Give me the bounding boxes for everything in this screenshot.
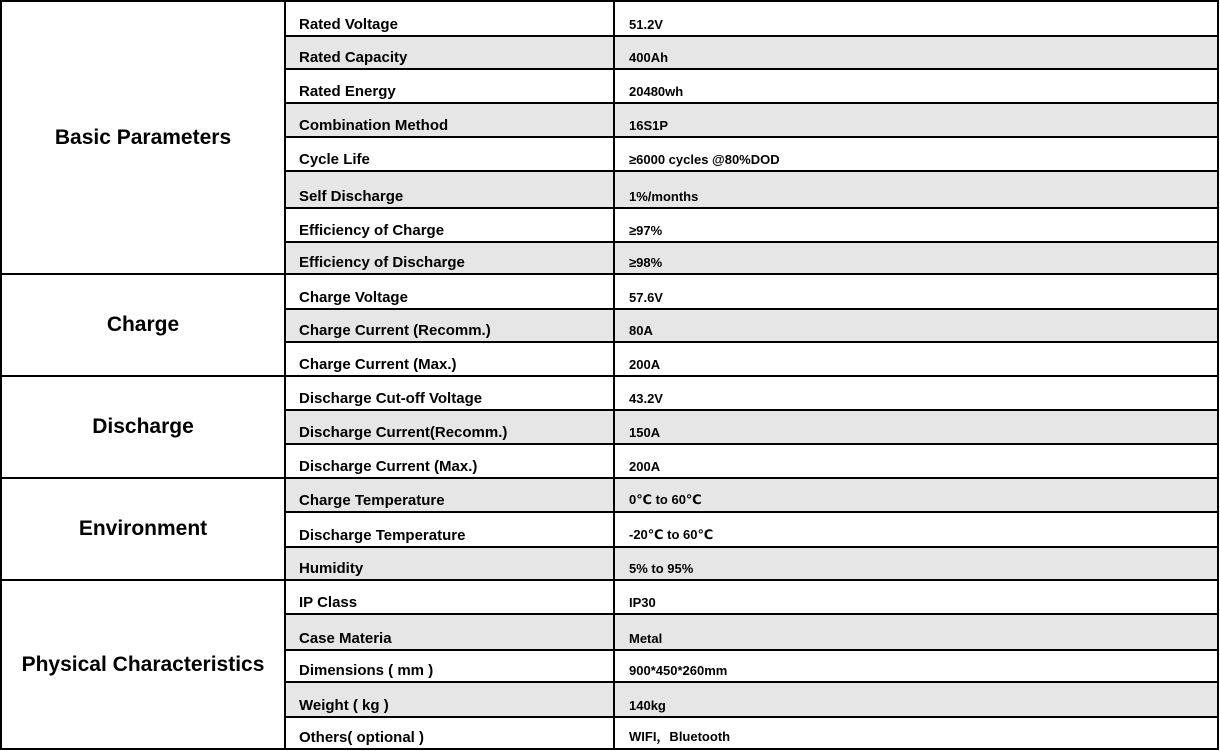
row-value: WIFI，Bluetooth bbox=[614, 717, 1218, 749]
row-label: Discharge Current (Max.) bbox=[285, 444, 614, 478]
section-title-physical-characteristics: Physical Characteristics bbox=[1, 580, 285, 749]
row-value: 20480wh bbox=[614, 69, 1218, 103]
row-value: 200A bbox=[614, 342, 1218, 376]
section-title-charge: Charge bbox=[1, 274, 285, 376]
row-label: Case Materia bbox=[285, 614, 614, 650]
row-value: 57.6V bbox=[614, 274, 1218, 309]
row-label: Discharge Cut-off Voltage bbox=[285, 376, 614, 410]
row-value: Metal bbox=[614, 614, 1218, 650]
row-label: Charge Temperature bbox=[285, 478, 614, 512]
row-value: IP30 bbox=[614, 580, 1218, 614]
row-value: 16S1P bbox=[614, 103, 1218, 137]
row-value: 400Ah bbox=[614, 36, 1218, 69]
table-row bbox=[1, 580, 1218, 614]
row-value: ≥98% bbox=[614, 242, 1218, 274]
row-value: ≥6000 cycles @80%DOD bbox=[614, 137, 1218, 171]
row-label: Charge Current (Recomm.) bbox=[285, 309, 614, 342]
row-label: Charge Voltage bbox=[285, 274, 614, 309]
row-label: Discharge Temperature bbox=[285, 512, 614, 547]
table-row bbox=[1, 274, 1218, 309]
table-row bbox=[1, 478, 1218, 512]
row-label: IP Class bbox=[285, 580, 614, 614]
row-value: 80A bbox=[614, 309, 1218, 342]
row-label: Weight ( kg ) bbox=[285, 682, 614, 717]
row-value: 140kg bbox=[614, 682, 1218, 717]
row-value: 1%/months bbox=[614, 171, 1218, 208]
row-value: 0℃ to 60℃ bbox=[614, 478, 1218, 512]
row-label: Humidity bbox=[285, 547, 614, 580]
row-label: Combination Method bbox=[285, 103, 614, 137]
row-label: Efficiency of Charge bbox=[285, 208, 614, 242]
row-label: Discharge Current(Recomm.) bbox=[285, 410, 614, 444]
row-label: Rated Voltage bbox=[285, 1, 614, 36]
row-value: 5% to 95% bbox=[614, 547, 1218, 580]
table-row bbox=[1, 1, 1218, 36]
row-value: 150A bbox=[614, 410, 1218, 444]
row-label: Cycle Life bbox=[285, 137, 614, 171]
row-label: Charge Current (Max.) bbox=[285, 342, 614, 376]
row-label: Dimensions ( mm ) bbox=[285, 650, 614, 682]
row-value: -20℃ to 60℃ bbox=[614, 512, 1218, 547]
row-value: 900*450*260mm bbox=[614, 650, 1218, 682]
row-label: Efficiency of Discharge bbox=[285, 242, 614, 274]
row-label: Others( optional ) bbox=[285, 717, 614, 749]
section-title-basic-parameters: Basic Parameters bbox=[1, 1, 285, 274]
section-title-environment: Environment bbox=[1, 478, 285, 580]
row-label: Rated Energy bbox=[285, 69, 614, 103]
row-value: 200A bbox=[614, 444, 1218, 478]
row-value: 51.2V bbox=[614, 1, 1218, 36]
row-value: 43.2V bbox=[614, 376, 1218, 410]
row-label: Self Discharge bbox=[285, 171, 614, 208]
table-row bbox=[1, 376, 1218, 410]
row-value: ≥97% bbox=[614, 208, 1218, 242]
section-title-discharge: Discharge bbox=[1, 376, 285, 478]
row-label: Rated Capacity bbox=[285, 36, 614, 69]
